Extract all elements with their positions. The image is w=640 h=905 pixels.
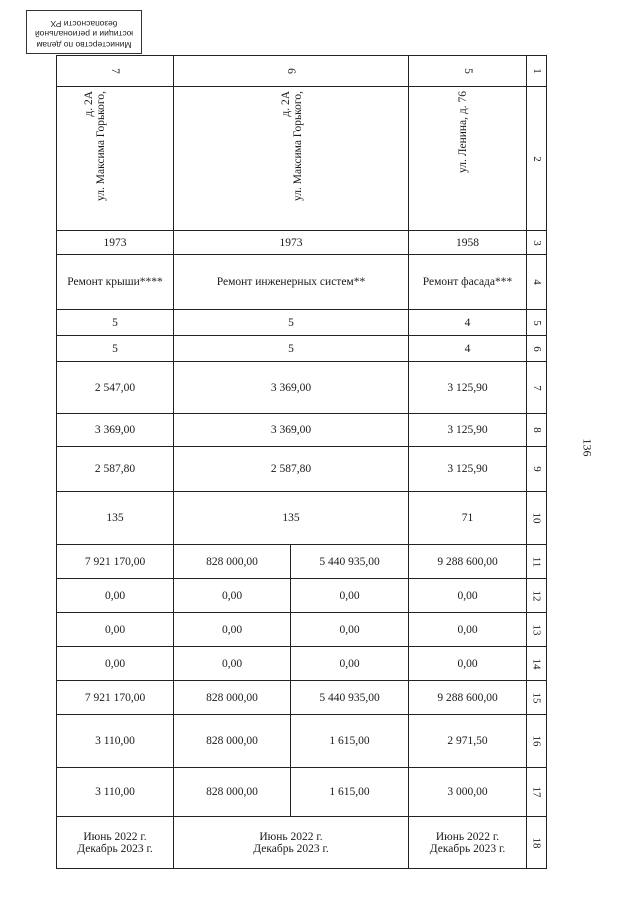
table-row [57, 231, 547, 255]
table-row [57, 545, 547, 579]
works-table [56, 55, 547, 869]
value-cell: 0,00 [291, 647, 409, 681]
row-number: 9 [527, 447, 547, 492]
table-row [57, 362, 547, 414]
value-cell: 135 [57, 492, 174, 545]
row-number: 11 [527, 545, 547, 579]
row-number: 2 [527, 87, 547, 231]
value-cell: 0,00 [409, 613, 527, 647]
value-cell: 5 [57, 310, 174, 336]
address-cell-5 [409, 87, 527, 231]
stamp-line-1: Министерство по делам [36, 40, 132, 50]
period-start: Июнь 2022 г. [259, 830, 323, 843]
work-type-cell: Ремонт инженерных систем** [174, 255, 409, 310]
table-row [57, 87, 547, 231]
col-header-7: 7 [57, 56, 174, 87]
value-cell: 0,00 [409, 579, 527, 613]
value-cell: 3 125,90 [409, 414, 527, 447]
value-cell: 71 [409, 492, 527, 545]
table-row [57, 492, 547, 545]
value-cell: 5 440 935,00 [291, 681, 409, 715]
value-cell: 0,00 [174, 647, 291, 681]
value-cell: 0,00 [57, 579, 174, 613]
table-row [57, 255, 547, 310]
value-cell: 1 615,00 [291, 715, 409, 768]
row-number: 8 [527, 414, 547, 447]
registration-stamp [26, 10, 142, 54]
address-line: ул. Максима Горького, [95, 91, 107, 201]
period-cell [409, 817, 527, 869]
value-cell: 135 [174, 492, 409, 545]
address-line: д. 2А [83, 91, 95, 117]
value-cell: 3 125,90 [409, 447, 527, 492]
row-number: 3 [527, 231, 547, 255]
row-number: 5 [527, 310, 547, 336]
value-cell: 3 000,00 [409, 768, 527, 817]
row-number: 10 [527, 492, 547, 545]
value-cell: 0,00 [291, 579, 409, 613]
value-cell: 7 921 170,00 [57, 545, 174, 579]
period-end: Декабрь 2023 г. [253, 842, 329, 855]
value-cell: 0,00 [174, 613, 291, 647]
address-cell-7 [57, 87, 174, 231]
table-row [57, 817, 547, 869]
period-start: Июнь 2022 г. [435, 830, 500, 843]
year-cell: 1973 [174, 231, 409, 255]
value-cell: 828 000,00 [174, 768, 291, 817]
value-cell: 3 369,00 [174, 414, 409, 447]
work-type-cell: Ремонт крыши**** [57, 255, 174, 310]
value-cell: 0,00 [57, 613, 174, 647]
value-cell: 9 288 600,00 [409, 681, 527, 715]
value-cell: 5 440 935,00 [291, 545, 409, 579]
col-header-5: 5 [409, 56, 527, 87]
value-cell: 3 110,00 [57, 715, 174, 768]
table-row [57, 715, 547, 768]
work-type-cell: Ремонт фасада*** [409, 255, 527, 310]
period-end: Декабрь 2023 г. [429, 842, 506, 855]
stamp-line-3: безопасности РХ [50, 19, 118, 29]
row-number: 17 [527, 768, 547, 817]
row-number: 6 [527, 336, 547, 362]
value-cell: 828 000,00 [174, 715, 291, 768]
table-row [57, 447, 547, 492]
value-cell: 5 [174, 336, 409, 362]
value-cell: 0,00 [57, 647, 174, 681]
period-cell [174, 817, 409, 869]
value-cell: 2 587,80 [57, 447, 174, 492]
value-cell: 7 921 170,00 [57, 681, 174, 715]
row-number: 1 [527, 56, 547, 87]
value-cell: 0,00 [409, 647, 527, 681]
col-header-6: 6 [174, 56, 409, 87]
row-number: 18 [527, 817, 547, 869]
period-start: Июнь 2022 г. [83, 830, 147, 843]
address-line: ул. Ленина, д. 76 [457, 91, 469, 173]
value-cell: 3 125,90 [409, 362, 527, 414]
table-row [57, 414, 547, 447]
value-cell: 4 [409, 310, 527, 336]
row-number: 14 [527, 647, 547, 681]
table-row [57, 56, 547, 87]
row-number: 15 [527, 681, 547, 715]
table-row [57, 310, 547, 336]
row-number: 4 [527, 255, 547, 310]
value-cell: 3 369,00 [57, 414, 174, 447]
value-cell: 5 [174, 310, 409, 336]
stamp-line-2: юстиции и региональной [34, 29, 134, 40]
value-cell: 2 587,80 [174, 447, 409, 492]
value-cell: 3 110,00 [57, 768, 174, 817]
table-row [57, 579, 547, 613]
year-cell: 1958 [409, 231, 527, 255]
period-cell [57, 817, 174, 869]
value-cell: 2 971,50 [409, 715, 527, 768]
table-row [57, 336, 547, 362]
row-number: 13 [527, 613, 547, 647]
row-number: 12 [527, 579, 547, 613]
page-number: 136 [580, 438, 595, 457]
year-cell: 1973 [57, 231, 174, 255]
address-line: ул. Максима Горького, [292, 91, 304, 201]
value-cell: 2 547,00 [57, 362, 174, 414]
value-cell: 828 000,00 [174, 681, 291, 715]
value-cell: 0,00 [291, 613, 409, 647]
value-cell: 5 [57, 336, 174, 362]
period-end: Декабрь 2023 г. [77, 842, 153, 855]
table-row [57, 613, 547, 647]
value-cell: 0,00 [174, 579, 291, 613]
address-line: д. 2А [280, 91, 292, 117]
table-row [57, 768, 547, 817]
row-number: 16 [527, 715, 547, 768]
value-cell: 1 615,00 [291, 768, 409, 817]
value-cell: 3 369,00 [174, 362, 409, 414]
table-row [57, 647, 547, 681]
address-cell-6 [174, 87, 409, 231]
table-row [57, 681, 547, 715]
value-cell: 9 288 600,00 [409, 545, 527, 579]
value-cell: 828 000,00 [174, 545, 291, 579]
value-cell: 4 [409, 336, 527, 362]
row-number: 7 [527, 362, 547, 414]
